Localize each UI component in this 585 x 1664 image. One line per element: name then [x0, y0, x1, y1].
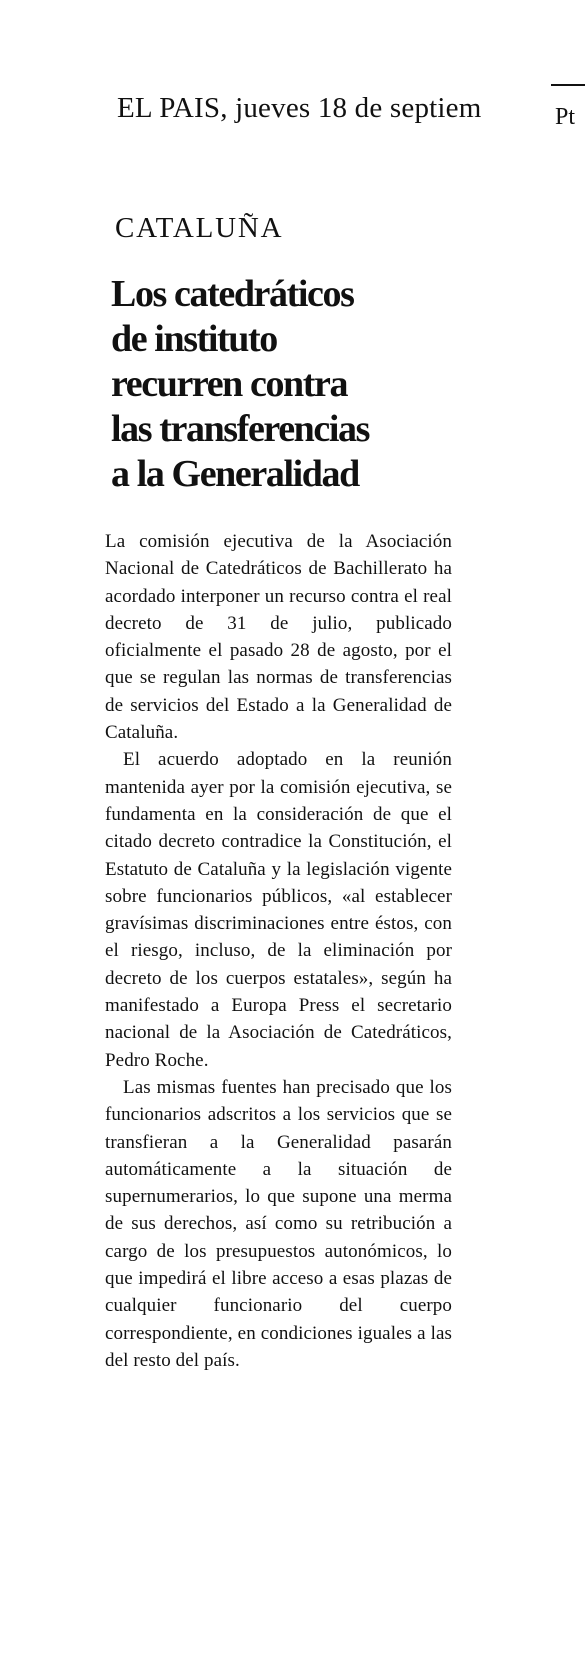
article-paragraph: Las mismas fuentes han precisado que los funcionarios adscritos a los servicios que se transfieran a la Generalidad pasarán automáticamente a la situación de supernumerarios, lo que supone una merma de sus derechos, así como su retribución a cargo de los presupuestos autonómicos, lo que impedirá el libre acceso a esas plazas de cualquier funcionario del cuerpo correspondiente, en condiciones iguales a las del resto del país. — [105, 1076, 452, 1371]
article-paragraph: La comisión ejecutiva de la Asociación Nacional de Catedráticos de Bachillerato ha acordado interponer un recurso contra el real decreto de 31 de julio, publicado oficialmente el pasado 28 de agosto, por el que se regulan las normas de transferencias de servicios del Estado a la Generalidad de Cataluña. — [105, 531, 452, 744]
headline-line: a la Generalidad — [111, 453, 359, 495]
headline-line: Los catedráticos — [111, 273, 354, 315]
headline-line: las transferencias — [111, 408, 370, 450]
edge-rule — [551, 84, 585, 86]
section-label: CATALUÑA — [115, 212, 284, 244]
article-paragraph: El acuerdo adoptado en la reunión mantenida ayer por la comisión ejecutiva, se fundamenta en la consideración de que el citado decreto contradice la Constitución, el Estatuto de Cataluña y la legislación vigente sobre funcionarios públicos, «al establecer gravísimas discriminaciones entre éstos, con el riesgo, incluso, de la eliminación por decreto de los cuerpos estatales», según ha manifestado a Europa Press el secretario nacional de la Asociación de Catedráticos, Pedro Roche. — [105, 749, 452, 1071]
headline-line: recurren contra — [111, 363, 348, 405]
headline-line: de instituto — [111, 318, 277, 360]
headline — [111, 272, 441, 497]
dateline: EL PAIS, jueves 18 de septiem — [117, 92, 482, 124]
article-body — [105, 528, 452, 1374]
edge-text-fragment: Pt — [555, 104, 576, 130]
